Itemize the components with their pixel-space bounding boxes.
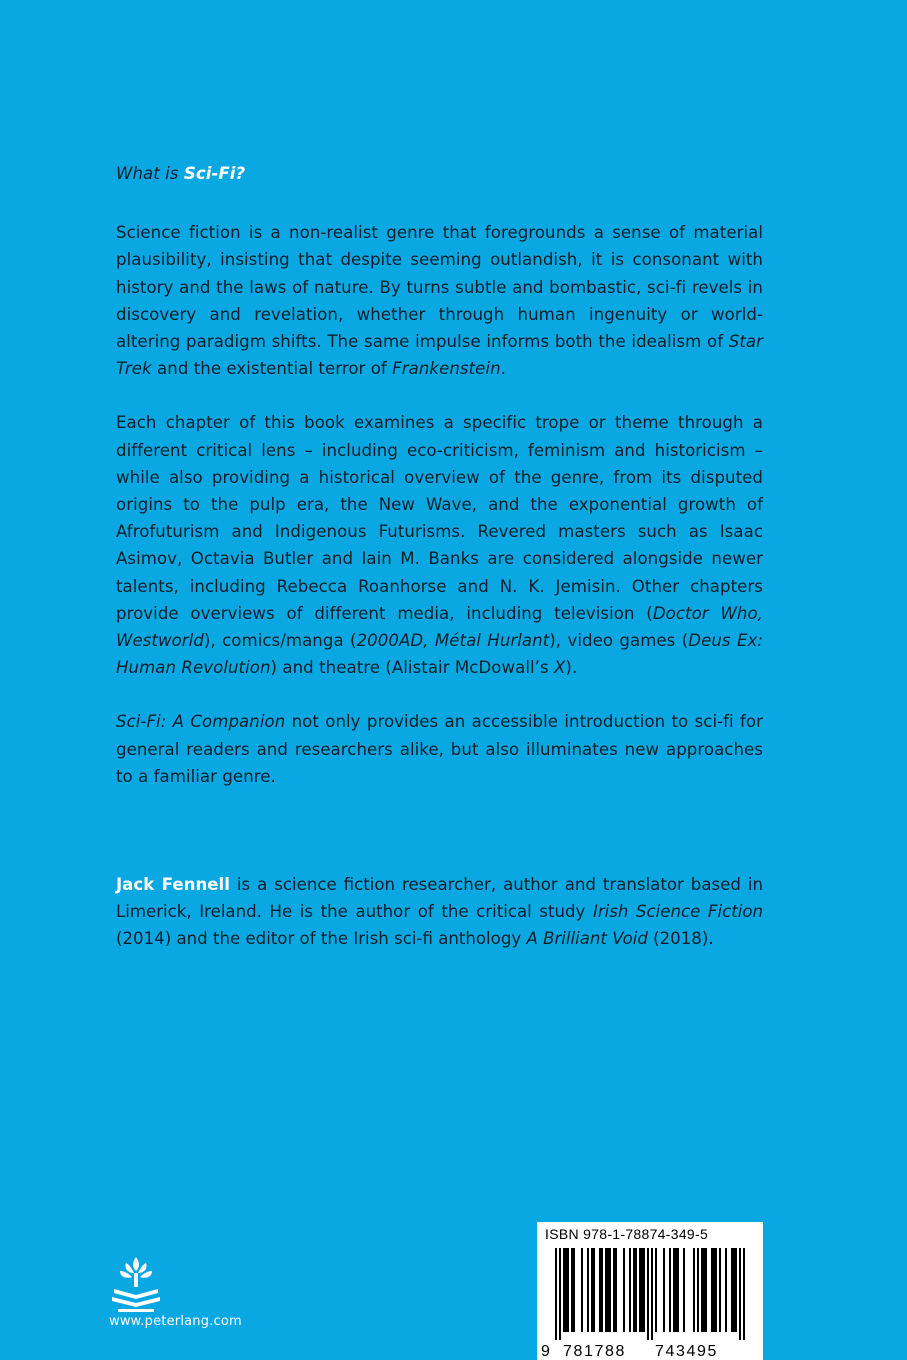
text-span: Science fiction is a non-realist genre that foregrounds a sense of material plausibility, insisting that despite seeming outlandish, it is consonant with history and the laws of nature. By turns subtle and bombastic, sci-fi revels in discovery and revelation, whether through human ingenuity or world-altering paradigm shifts. The same impulse informs both the idealism of — [116, 223, 763, 352]
barcode-bars — [537, 1222, 763, 1360]
barcode-bar — [651, 1248, 653, 1340]
text-span: ), comics/manga ( — [203, 631, 357, 651]
heading-prefix: What is — [116, 164, 184, 183]
text-span: Each chapter of this book examines a specific trope or theme through a different critical lens – including eco-criticism, feminism and historicism – while also providing a historical overview of the genre, from its disputed origins to the pulp era, the New Wave, and the exponential growth of Afrofuturism and Indigenous Futurisms. Revered masters such as Isaac Asimov, Octavia Butler and Iain M. Banks are considered alongside newer talents, including Rebecca Roanhorse and N. K. Jemisin. Other chapters provide overviews of different media, including television ( — [116, 413, 763, 623]
barcode-bar — [731, 1248, 733, 1332]
title-video-game: Deus Ex: Human Revolution — [116, 631, 763, 678]
barcode-bar — [677, 1248, 679, 1332]
barcode-bar — [733, 1248, 735, 1332]
barcode-bar — [739, 1248, 741, 1340]
bio-title-1: Irish Science Fiction — [592, 902, 763, 922]
isbn-label: ISBN 978-1-78874-349-5 — [545, 1226, 709, 1242]
barcode-bar — [673, 1248, 675, 1332]
barcode-bar — [563, 1248, 565, 1332]
peter-lang-logo-icon — [108, 1255, 164, 1315]
description-paragraph-1 — [116, 219, 763, 382]
barcode-bar — [587, 1248, 589, 1332]
blurb-heading — [116, 160, 763, 187]
barcode-bar — [633, 1248, 635, 1332]
barcode-bar — [635, 1248, 637, 1332]
text-span: (2018). — [647, 929, 714, 949]
barcode-bar — [705, 1248, 707, 1332]
barcode-bar — [703, 1248, 705, 1332]
barcode-bar — [559, 1248, 561, 1340]
barcode-bar — [697, 1248, 699, 1332]
barcode-bar — [605, 1248, 607, 1332]
barcode-digit-lead: 9 — [541, 1343, 550, 1360]
barcode-bar — [715, 1248, 717, 1332]
barcode-bar — [639, 1248, 641, 1332]
barcode-bar — [567, 1248, 569, 1332]
barcode-bar — [615, 1248, 617, 1332]
barcode-bar — [599, 1248, 601, 1332]
description-paragraph-2 — [116, 409, 763, 681]
barcode-bar — [713, 1248, 715, 1332]
barcode-bar — [743, 1248, 745, 1340]
author-name: Jack Fennell — [116, 875, 230, 894]
barcode-digits-left: 781788 — [563, 1343, 626, 1360]
barcode-bar — [735, 1248, 737, 1332]
barcode-bar — [693, 1248, 695, 1332]
barcode-bar — [725, 1248, 727, 1332]
barcode-bar — [581, 1248, 583, 1332]
description-paragraph-3 — [116, 708, 763, 790]
barcode-bar — [643, 1248, 645, 1332]
barcode-bar — [613, 1248, 615, 1332]
text-span: . — [500, 359, 506, 379]
title-television: Doctor Who, Westworld — [116, 603, 763, 651]
barcode-bar — [641, 1248, 643, 1332]
barcode-bar — [623, 1248, 625, 1332]
barcode-bar — [591, 1248, 593, 1332]
title-frankenstein: Frankenstein — [392, 359, 501, 379]
barcode-bar — [609, 1248, 611, 1332]
barcode-bar — [565, 1248, 567, 1332]
text-span: ). — [565, 658, 578, 678]
barcode-bar — [601, 1248, 603, 1332]
barcode-bar — [701, 1248, 703, 1332]
title-theatre: X — [554, 658, 566, 678]
barcode-bar — [711, 1248, 713, 1332]
title-comics: 2000AD, Métal Hurlant — [356, 631, 550, 651]
barcode-bar — [629, 1248, 631, 1332]
publisher-website: www.peterlang.com — [109, 1314, 242, 1329]
author-bio — [116, 871, 763, 953]
barcode-bar — [675, 1248, 677, 1332]
title-star-trek: Star Trek — [116, 332, 763, 379]
barcode-bar — [571, 1248, 573, 1332]
barcode-bar — [647, 1248, 649, 1340]
bio-title-2: A Brilliant Void — [526, 929, 648, 949]
text-span: ) and theatre (Alistair McDowall’s — [270, 658, 554, 678]
barcode-bar — [593, 1248, 595, 1332]
heading-highlight: Sci-Fi? — [183, 164, 246, 183]
text-span: and the existential terror of — [151, 359, 393, 379]
book-title: Sci-Fi: A Companion — [116, 712, 286, 732]
barcode-bar — [719, 1248, 721, 1332]
isbn-barcode — [537, 1222, 763, 1360]
blurb — [116, 160, 763, 790]
text-span: ), video games ( — [549, 631, 689, 651]
text-span: is a science fiction researcher, author and translator based in Limerick, Ireland. He is the author of the critical study — [116, 875, 763, 922]
text-span: (2014) and the editor of the Irish sci-fi anthology — [116, 929, 527, 949]
barcode-bar — [607, 1248, 609, 1332]
barcode-digits-right: 743495 — [655, 1343, 718, 1360]
barcode-bar — [669, 1248, 671, 1332]
barcode-bar — [663, 1248, 665, 1332]
barcode-bar — [683, 1248, 685, 1332]
text-span: not only provides an accessible introduction to sci-fi for general readers and researchers alike, but also illuminates new approaches to a familiar genre. — [116, 712, 763, 786]
barcode-bar — [655, 1248, 657, 1332]
barcode-bar — [555, 1248, 557, 1340]
barcode-bar — [573, 1248, 575, 1332]
